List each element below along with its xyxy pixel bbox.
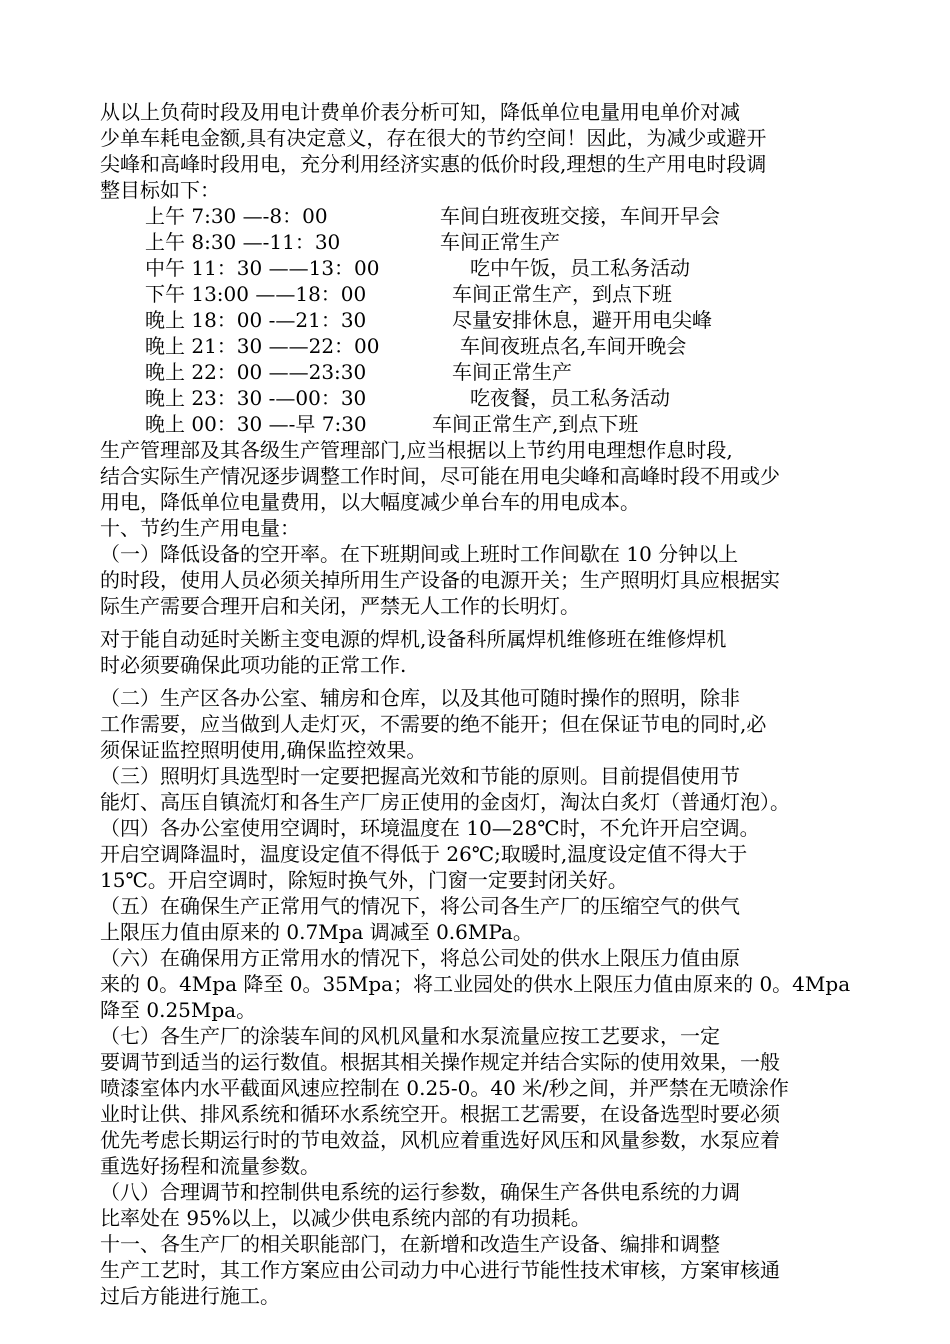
body-line: 工作需要，应当做到人走灯灭，不需要的绝不能开；但在保证节电的同时,必 <box>100 712 767 736</box>
body-line: 业时让供、排风系统和循环水系统空开。根据工艺需要，在设备选型时要必须 <box>100 1102 780 1126</box>
body-line: 用电，降低单位电量费用，以大幅度减少单台车的用电成本。 <box>100 490 640 514</box>
schedule-desc: 尽量安排休息，避开用电尖峰 <box>452 308 712 332</box>
schedule-desc: 车间正常生产，到点下班 <box>452 282 672 306</box>
schedule-desc: 车间正常生产,到点下班 <box>432 412 639 436</box>
body-line: 降至 0.25Mpa。 <box>100 998 257 1022</box>
body-line: （五）在确保生产正常用气的情况下，将公司各生产厂的压缩空气的供气 <box>100 894 740 918</box>
body-line: 的时段，使用人员必须关掉所用生产设备的电源开关；生产照明灯具应根据实 <box>100 568 780 592</box>
schedule-time: 中午 11：30 ——13：00 <box>145 256 380 280</box>
intro-line: 从以上负荷时段及用电计费单价表分析可知，降低单位电量用电单价对减 <box>100 100 740 124</box>
body-line: 时必须要确保此项功能的正常工作. <box>100 653 407 677</box>
body-line: （七）各生产厂的涂装车间的风机风量和水泵流量应按工艺要求，一定 <box>100 1024 720 1048</box>
body-line: （八）合理调节和控制供电系统的运行参数，确保生产各供电系统的力调 <box>100 1180 740 1204</box>
body-line: 十一、各生产厂的相关职能部门，在新增和改造生产设备、编排和调整 <box>100 1232 720 1256</box>
section-heading: 十、节约生产用电量： <box>100 516 300 540</box>
body-line: 开启空调降温时，温度设定值不得低于 26℃;取暖时,温度设定值不得大于 <box>100 842 748 866</box>
body-line: 际生产需要合理开启和关闭，严禁无人工作的长明灯。 <box>100 594 580 618</box>
schedule-time: 晚上 23：30 -—00：30 <box>145 386 367 410</box>
body-line: 上限压力值由原来的 0.7Mpa 调减至 0.6MPa。 <box>100 920 533 944</box>
schedule-desc: 吃中午饭，员工私务活动 <box>470 256 690 280</box>
body-line: 能灯、高压自镇流灯和各生产厂房正使用的金卤灯，淘汰白炙灯（普通灯泡）。 <box>100 790 790 814</box>
schedule-time: 下午 13:00 ——18：00 <box>145 282 367 306</box>
schedule-desc: 车间正常生产 <box>452 360 572 384</box>
body-line: 比率处在 95%以上，以减少供电系统内部的有功损耗。 <box>100 1206 591 1230</box>
body-line: （二）生产区各办公室、辅房和仓库，以及其他可随时操作的照明，除非 <box>100 686 740 710</box>
intro-line: 整目标如下： <box>100 178 220 202</box>
schedule-desc: 车间正常生产 <box>440 230 560 254</box>
body-line: （一）降低设备的空开率。在下班期间或上班时工作间歇在 10 分钟以上 <box>100 542 739 566</box>
schedule-desc: 车间白班夜班交接，车间开早会 <box>440 204 720 228</box>
body-line: 优先考虑长期运行时的节电效益，风机应着重选好风压和风量参数，水泵应着 <box>100 1128 780 1152</box>
schedule-time: 上午 7:30 —-8：00 <box>145 204 328 228</box>
schedule-time: 晚上 18：00 -—21：30 <box>145 308 367 332</box>
body-line: 要调节到适当的运行数值。根据其相关操作规定并结合实际的使用效果，一般 <box>100 1050 780 1074</box>
schedule-desc: 吃夜餐，员工私务活动 <box>470 386 670 410</box>
schedule-desc: 车间夜班点名,车间开晚会 <box>460 334 687 358</box>
body-line: （六）在确保用方正常用水的情况下，将总公司处的供水上限压力值由原 <box>100 946 740 970</box>
intro-line: 尖峰和高峰时段用电，充分利用经济实惠的低价时段,理想的生产用电时段调 <box>100 152 767 176</box>
schedule-time: 晚上 21：30 ——22：00 <box>145 334 380 358</box>
body-line: 喷漆室体内水平截面风速应控制在 0.25-0。40 米/秒之间，并严禁在无喷涂作 <box>100 1076 789 1100</box>
body-line: （四）各办公室使用空调时，环境温度在 10—28℃时，不允许开启空调。 <box>100 816 760 840</box>
body-line: （三）照明灯具选型时一定要把握高光效和节能的原则。目前提倡使用节 <box>100 764 740 788</box>
body-line: 来的 0。4Mpa 降至 0。35Mpa；将工业园处的供水上限压力值由原来的 0。4Mpa <box>100 972 851 996</box>
schedule-time: 晚上 00：30 —-早 7:30 <box>145 412 367 436</box>
body-line: 生产工艺时，其工作方案应由公司动力中心进行节能性技术审核，方案审核通 <box>100 1258 780 1282</box>
body-line: 生产管理部及其各级生产管理部门,应当根据以上节约用电理想作息时段, <box>100 438 733 462</box>
intro-line: 少单车耗电金额,具有决定意义，存在很大的节约空间！因此，为减少或避开 <box>100 126 767 150</box>
body-line: 过后方能进行施工。 <box>100 1284 280 1308</box>
body-line: 须保证监控照明使用,确保监控效果。 <box>100 738 427 762</box>
body-line: 结合实际生产情况逐步调整工作时间，尽可能在用电尖峰和高峰时段不用或少 <box>100 464 780 488</box>
schedule-time: 上午 8:30 —-11：30 <box>145 230 341 254</box>
body-line: 重选好扬程和流量参数。 <box>100 1154 320 1178</box>
body-line: 15℃。开启空调时，除短时换气外，门窗一定要封闭关好。 <box>100 868 628 892</box>
schedule-time: 晚上 22：00 ——23:30 <box>145 360 367 384</box>
body-line: 对于能自动延时关断主变电源的焊机,设备科所属焊机维修班在维修焊机 <box>100 627 727 651</box>
